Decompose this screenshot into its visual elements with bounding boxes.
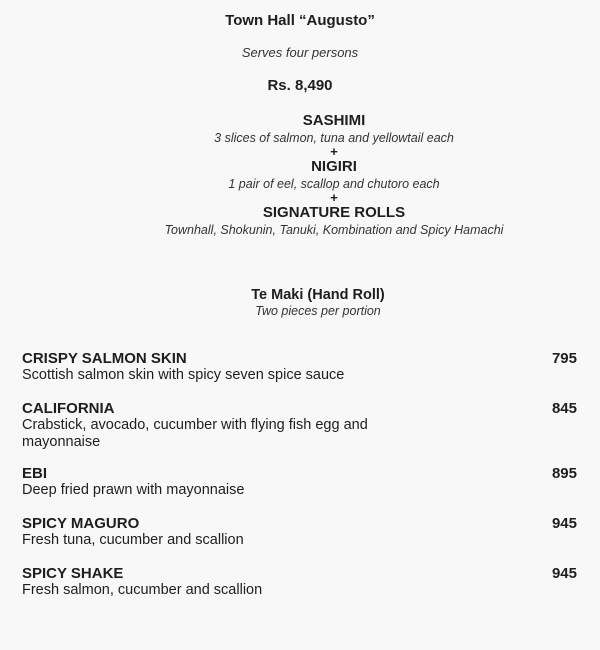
menu-item — [22, 515, 577, 549]
menu-item-price: 945 — [551, 565, 577, 582]
course-name-nigiri: NIGIRI — [311, 158, 357, 175]
menu-item-name: CALIFORNIA — [22, 400, 115, 417]
menu-item-desc: Deep fried prawn with mayonnaise — [22, 482, 245, 498]
menu-item-price: 845 — [551, 400, 577, 417]
menu-item-desc: Fresh salmon, cucumber and scallion — [22, 582, 263, 598]
course-desc-signature-rolls: Townhall, Shokunin, Tanuki, Kombination and Spicy Hamachi — [164, 223, 504, 237]
set-menu-price: Rs. 8,490 — [267, 77, 333, 94]
menu-item-name: SPICY MAGURO — [22, 515, 140, 532]
menu-item-name: EBI — [22, 465, 48, 482]
course-name-sashimi: SASHIMI — [302, 112, 366, 129]
menu-item-desc: Fresh tuna, cucumber and scallion — [22, 532, 244, 548]
menu-item — [22, 350, 577, 384]
section-title: Te Maki (Hand Roll) — [251, 287, 385, 303]
course-name-signature-rolls: SIGNATURE ROLLS — [262, 204, 406, 221]
set-menu-title: Town Hall “Augusto” — [225, 12, 375, 29]
set-menu-serves: Serves four persons — [241, 45, 359, 60]
course-desc-sashimi: 3 slices of salmon, tuna and yellowtail each — [214, 131, 454, 145]
set-menu-courses — [0, 112, 600, 238]
menu-item-name: CRISPY SALMON SKIN — [22, 350, 187, 367]
menu-item-price: 795 — [551, 350, 577, 367]
menu-item-name: SPICY SHAKE — [22, 565, 124, 582]
section-subtitle: Two pieces per portion — [255, 304, 381, 318]
course-separator: + — [330, 190, 338, 205]
menu-item-desc: Crabstick, avocado, cucumber with flying fish egg and mayonnaise — [22, 417, 368, 450]
course-desc-nigiri: 1 pair of eel, scallop and chutoro each — [228, 177, 440, 191]
menu-item — [22, 400, 577, 450]
course-separator: + — [330, 144, 338, 159]
menu-item-price: 945 — [551, 515, 577, 532]
menu-item — [22, 465, 577, 499]
menu-item-price: 895 — [551, 465, 577, 482]
menu-item — [22, 565, 577, 599]
menu-item-desc: Scottish salmon skin with spicy seven spice sauce — [22, 367, 345, 383]
